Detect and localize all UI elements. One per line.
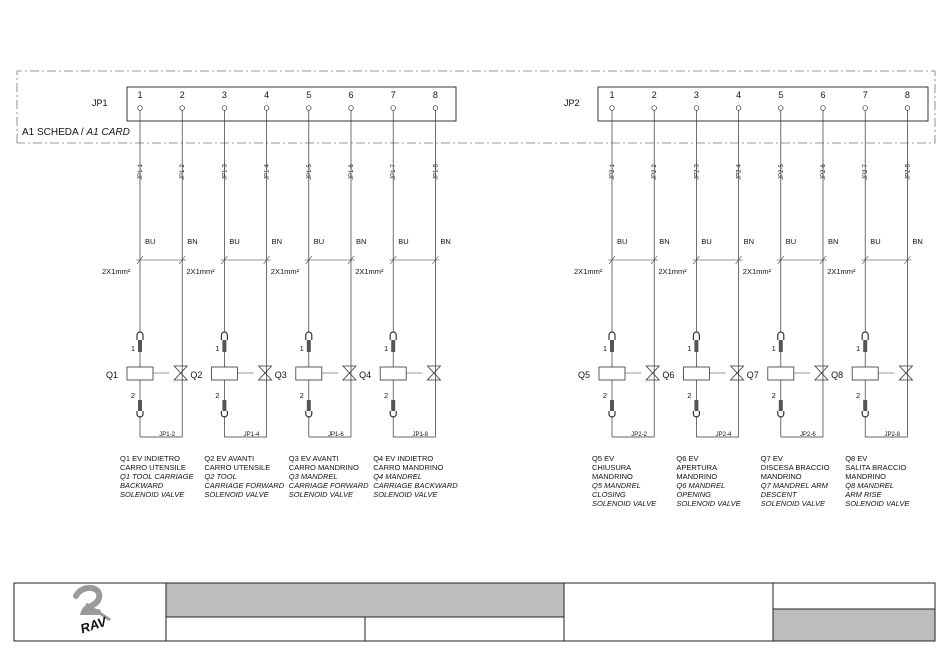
- connector-box: [127, 87, 456, 121]
- coil-body: [127, 367, 153, 380]
- bu-label: BU: [785, 237, 797, 246]
- bn-label: BN: [659, 237, 670, 246]
- coil-pin-1: 1: [602, 344, 607, 353]
- valve-description-en: Q1 TOOL CARRIAGE: [120, 472, 194, 481]
- bn-label: BN: [440, 237, 451, 246]
- coil-pin-1: 1: [687, 344, 692, 353]
- card-title: A1 SCHEDA / A1 CARD: [22, 127, 130, 138]
- plug-top-body: [863, 340, 867, 352]
- valve-symbol: [815, 366, 828, 380]
- title-block: [14, 583, 935, 641]
- coil-body: [296, 367, 322, 380]
- connector-pin-number: 1: [609, 90, 615, 100]
- plug-bottom-body: [138, 400, 142, 411]
- valve-id: Q4: [359, 370, 372, 380]
- pin-terminal: [610, 106, 615, 111]
- connector-pin-number: 3: [693, 90, 699, 100]
- connector-pin-number: 6: [820, 90, 826, 100]
- plug-top-body: [138, 340, 142, 352]
- connector-pin-number: 4: [264, 90, 270, 100]
- coil-pin-2: 2: [215, 391, 220, 400]
- return-label: JP1-6: [328, 432, 344, 438]
- coil-pin-2: 2: [856, 391, 861, 400]
- plug-bottom-body: [779, 400, 783, 411]
- wire-label: JP1-7: [391, 164, 398, 180]
- valve-description-en: SOLENOID VALVE: [373, 490, 438, 499]
- coil-pin-1: 1: [384, 344, 389, 353]
- plug-bottom-body: [694, 400, 698, 411]
- title-block-revision-cell: [773, 609, 935, 641]
- valve-description-en: DESCENT: [760, 490, 797, 499]
- valve-description-en: SOLENOID VALVE: [760, 499, 826, 508]
- pin-terminal: [433, 106, 438, 111]
- coil-pin-2: 2: [687, 391, 692, 400]
- plug-bottom-body: [863, 400, 867, 411]
- bu-label: BU: [870, 237, 881, 246]
- connector-pin-number: 4: [736, 90, 742, 100]
- valve-description-en: SOLENOID VALVE: [120, 490, 185, 499]
- connector-box: [598, 87, 928, 121]
- valve-description: CHIUSURA: [592, 463, 632, 472]
- connector-name: JP2: [564, 98, 580, 108]
- pin-terminal: [863, 106, 868, 111]
- connector-pin-number: 2: [651, 90, 657, 100]
- valve-description-en: SOLENOID VALVE: [288, 490, 354, 499]
- valve-description: DISCESA BRACCIO: [760, 463, 830, 472]
- valve-id: Q5: [577, 370, 590, 380]
- wire-label: JP1-8: [433, 164, 440, 180]
- connector-pin-number: 3: [221, 90, 227, 100]
- valve-description-en: CARRIAGE FORWARD: [204, 481, 285, 490]
- pin-terminal: [264, 106, 269, 111]
- card-boundary: [17, 71, 935, 143]
- pin-terminal: [652, 106, 657, 111]
- bn-label: BN: [271, 237, 283, 246]
- bu-label: BU: [398, 237, 409, 246]
- pin-terminal: [821, 106, 826, 111]
- coil-pin-2: 2: [602, 391, 607, 400]
- pin-terminal: [905, 106, 910, 111]
- valve-description-en: CARRIAGE FORWARD: [288, 481, 369, 490]
- valve-description: Q1 EV INDIETRO: [120, 454, 181, 463]
- bn-label: BN: [828, 237, 839, 246]
- cable-spec: 2X1mm²: [355, 267, 384, 276]
- connector-pin-number: 8: [904, 90, 910, 100]
- valve-symbol: [343, 366, 356, 380]
- cable-spec: 2X1mm²: [574, 267, 603, 276]
- coil-body: [380, 367, 406, 380]
- valve-description: MANDRINO: [592, 472, 633, 481]
- valve-description: Q5 EV: [592, 454, 615, 463]
- company-logo: [76, 588, 110, 636]
- valve-description-en: Q5 MANDREL: [592, 481, 641, 490]
- wire-label: JP2-3: [694, 164, 701, 180]
- return-label: JP2-2: [631, 432, 647, 438]
- coil-pin-2: 2: [130, 391, 135, 400]
- return-label: JP1-8: [412, 432, 429, 438]
- pin-terminal: [736, 106, 741, 111]
- coil-body: [768, 367, 794, 380]
- valve-id: Q8: [831, 370, 844, 380]
- coil-pin-2: 2: [299, 391, 304, 400]
- cable-spec: 2X1mm²: [658, 267, 687, 276]
- valve-symbol: [899, 366, 912, 380]
- valve-description: MANDRINO: [845, 472, 887, 481]
- coil-pin-1: 1: [299, 344, 304, 353]
- valve-description: SALITA BRACCIO: [845, 463, 907, 472]
- cable-spec: 2X1mm²: [742, 267, 772, 276]
- valve-id: Q6: [662, 370, 675, 380]
- cable-spec: 2X1mm²: [186, 267, 215, 276]
- valve-description-en: Q7 MANDREL ARM: [760, 481, 828, 490]
- valve-description: Q8 EV: [845, 454, 868, 463]
- connector-pin-number: 6: [348, 90, 354, 100]
- wire-label: JP1-5: [306, 164, 313, 180]
- cable-spec: 2X1mm²: [270, 267, 300, 276]
- bu-label: BU: [617, 237, 628, 246]
- return-label: JP1-2: [159, 432, 175, 438]
- valve-id: Q7: [746, 370, 759, 380]
- plug-top: [137, 332, 143, 340]
- plug-top: [693, 332, 699, 340]
- valve-description-en: Q4 MANDREL: [373, 472, 422, 481]
- valve-description-en: BACKWARD: [120, 481, 164, 490]
- coil-body: [599, 367, 625, 380]
- pin-terminal: [391, 106, 396, 111]
- coil-body: [683, 367, 709, 380]
- valve-symbol: [731, 366, 744, 380]
- valve-symbol: [646, 366, 659, 380]
- plug-bottom-body: [307, 400, 311, 411]
- plug-top: [390, 332, 396, 340]
- valve-description-en: OPENING: [676, 490, 711, 499]
- pin-terminal: [694, 106, 699, 111]
- title-block-header-cell: [166, 583, 564, 617]
- connector-pin-number: 8: [432, 90, 438, 100]
- valve-symbol: [427, 366, 440, 380]
- valve-description: Q3 EV AVANTI: [288, 454, 339, 463]
- connector-name: JP1: [92, 98, 108, 108]
- valve-description: Q2 EV AVANTI: [204, 454, 255, 463]
- bu-label: BU: [229, 237, 240, 246]
- valve-id: Q1: [105, 370, 118, 380]
- coil-pin-1: 1: [215, 344, 220, 353]
- plug-top: [862, 332, 868, 340]
- return-label: JP1-4: [243, 432, 260, 438]
- circuits-layer: [92, 87, 928, 508]
- connector-pin-number: 7: [862, 90, 868, 100]
- coil-pin-2: 2: [384, 391, 389, 400]
- pin-terminal: [138, 106, 143, 111]
- wire-label: JP2-5: [778, 164, 785, 180]
- connector-pin-number: 1: [137, 90, 143, 100]
- bn-label: BN: [187, 237, 198, 246]
- plug-top: [609, 332, 615, 340]
- valve-description-en: Q6 MANDREL: [676, 481, 726, 490]
- wire-label: JP1-4: [264, 164, 271, 180]
- coil-pin-1: 1: [771, 344, 776, 353]
- coil-body: [211, 367, 237, 380]
- wire-label: JP1-6: [349, 164, 355, 180]
- wire-label: JP2-2: [652, 164, 659, 180]
- pin-terminal: [307, 106, 312, 111]
- connector-pin-number: 7: [390, 90, 396, 100]
- wire-label: JP1-1: [138, 164, 144, 180]
- wire-label: JP2-8: [905, 164, 912, 180]
- valve-description-en: Q3 MANDREL: [288, 472, 338, 481]
- plug-top-body: [222, 340, 226, 352]
- connector-pin-number: 5: [778, 90, 784, 100]
- coil-pin-1: 1: [856, 344, 861, 353]
- plug-top: [306, 332, 312, 340]
- valve-id: Q2: [190, 370, 203, 380]
- valve-description-en: Q8 MANDREL: [845, 481, 894, 490]
- wire-label: JP2-6: [821, 164, 827, 180]
- valve-description-en: SOLENOID VALVE: [592, 499, 657, 508]
- valve-description-en: ARM RISE: [845, 490, 882, 499]
- pin-terminal: [779, 106, 784, 111]
- plug-bottom-body: [391, 400, 395, 411]
- plug-top-body: [391, 340, 395, 352]
- bu-label: BU: [313, 237, 325, 246]
- valve-description: CARRO MANDRINO: [288, 463, 359, 472]
- plug-bottom-body: [610, 400, 614, 411]
- valve-symbol: [259, 366, 272, 380]
- bn-label: BN: [743, 237, 755, 246]
- connector-pin-number: 2: [179, 90, 185, 100]
- coil-pin-1: 1: [130, 344, 135, 353]
- valve-description-en: CLOSING: [592, 490, 626, 499]
- wire-label: JP1-2: [180, 164, 187, 180]
- valve-description: CARRO MANDRINO: [373, 463, 444, 472]
- bn-label: BN: [912, 237, 923, 246]
- valve-description-en: SOLENOID VALVE: [676, 499, 741, 508]
- wire-label: JP2-1: [610, 164, 616, 180]
- valve-description-en: Q2 TOOL: [204, 472, 237, 481]
- bu-label: BU: [701, 237, 712, 246]
- plug-top-body: [610, 340, 614, 352]
- valve-description: CARRO UTENSILE: [204, 463, 271, 472]
- valve-description: Q4 EV INDIETRO: [373, 454, 434, 463]
- valve-description: Q6 EV: [676, 454, 699, 463]
- valve-description-en: SOLENOID VALVE: [845, 499, 910, 508]
- coil-body: [852, 367, 878, 380]
- bu-label: BU: [145, 237, 156, 246]
- valve-description: APERTURA: [676, 463, 718, 472]
- valve-description-en: CARRIAGE BACKWARD: [373, 481, 458, 490]
- plug-top-body: [694, 340, 698, 352]
- pin-terminal: [222, 106, 227, 111]
- wire-label: JP1-3: [222, 164, 229, 180]
- plug-top: [221, 332, 227, 340]
- pin-terminal: [180, 106, 185, 111]
- valve-id: Q3: [274, 370, 287, 380]
- return-label: JP2-6: [800, 432, 816, 438]
- return-label: JP2-8: [884, 432, 901, 438]
- return-label: JP2-4: [715, 432, 732, 438]
- valve-description: MANDRINO: [760, 472, 802, 481]
- valve-description-en: SOLENOID VALVE: [204, 490, 269, 499]
- coil-pin-2: 2: [771, 391, 776, 400]
- bn-label: BN: [356, 237, 367, 246]
- cable-spec: 2X1mm²: [827, 267, 856, 276]
- cable-spec: 2X1mm²: [102, 267, 131, 276]
- pin-terminal: [349, 106, 354, 111]
- connector-pin-number: 5: [306, 90, 312, 100]
- wire-label: JP2-4: [736, 164, 743, 180]
- plug-top-body: [307, 340, 311, 352]
- valve-description: Q7 EV: [760, 454, 783, 463]
- plug-bottom-body: [222, 400, 226, 411]
- plug-top-body: [779, 340, 783, 352]
- valve-description: CARRO UTENSILE: [120, 463, 186, 472]
- valve-description: MANDRINO: [676, 472, 718, 481]
- logo-text: RAV: [78, 613, 109, 637]
- valve-symbol: [174, 366, 187, 380]
- wire-label: JP2-7: [863, 164, 870, 180]
- plug-top: [778, 332, 784, 340]
